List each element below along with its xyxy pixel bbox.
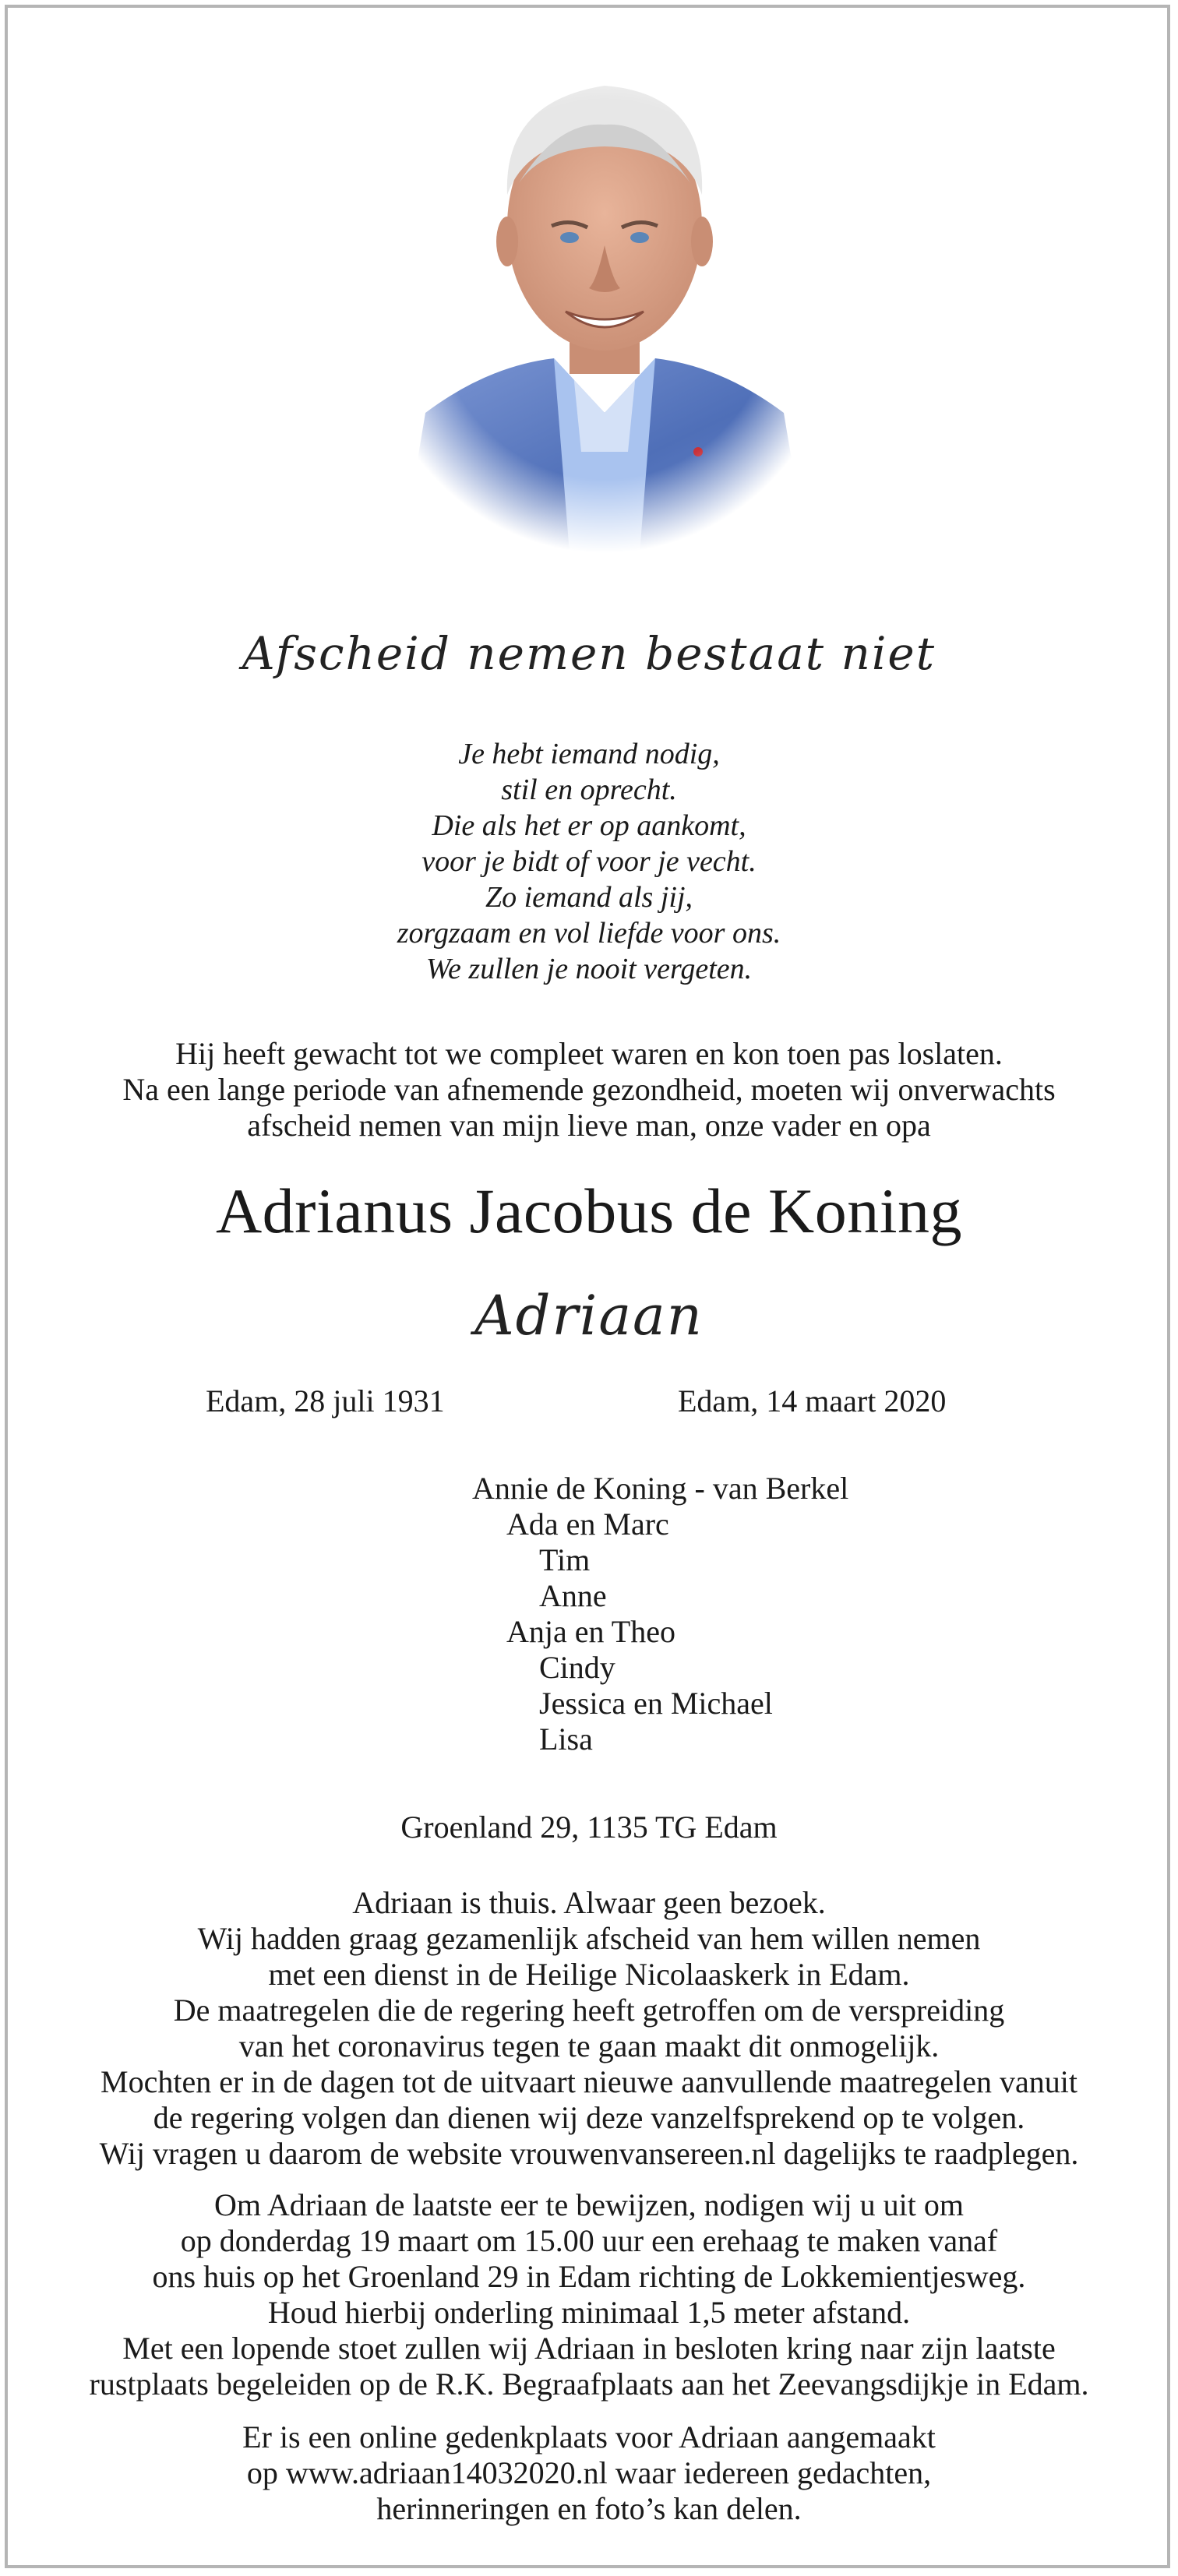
honor-line: op donderdag 19 maart om 15.00 uur een erehaag te maken vanaf (180, 2223, 998, 2258)
family-list (472, 1471, 848, 1757)
deceased-name: Adrianus Jacobus de Koning (215, 1175, 963, 1246)
honor-line: Houd hierbij onderling minimaal 1,5 meter afstand. (267, 2295, 911, 2330)
birth-date: Edam, 28 juli 1931 (206, 1383, 445, 1418)
poem-line: Je hebt iemand nodig, (458, 738, 720, 770)
intro-line: Na een lange periode van afnemende gezondheid, moeten wij onverwachts (122, 1072, 1056, 1107)
online-line: op www.adriaan14032020.nl waar iedereen gedachten, (246, 2455, 932, 2490)
notice-text (0, 1885, 1178, 2172)
family-child: Anja en Theo (506, 1614, 675, 1649)
honor-line: Om Adriaan de laatste eer te bewijzen, nodigen wij u uit om (214, 2187, 964, 2222)
poem-line: stil en oprecht. (501, 774, 677, 806)
family-child: Ada en Marc (506, 1506, 669, 1542)
honor-text (0, 2187, 1178, 2402)
family-grandchild: Anne (539, 1578, 607, 1613)
poem (0, 736, 1178, 987)
poem-line: Die als het er op aankomt, (432, 809, 746, 842)
poem-line: zorgzaam en vol liefde voor ons. (397, 917, 781, 950)
intro-text (0, 1036, 1178, 1144)
honor-line: Met een lopende stoet zullen wij Adriaan in besloten kring naar zijn laatste (122, 2331, 1056, 2366)
family-grandchild: Tim (539, 1542, 591, 1577)
online-memorial-text (0, 2419, 1178, 2527)
online-line: Er is een online gedenkplaats voor Adriaan aangemaakt (242, 2419, 936, 2454)
intro-line: afscheid nemen van mijn lieve man, onze vader en opa (247, 1108, 931, 1143)
notice-line: Adriaan is thuis. Alwaar geen bezoek. (352, 1885, 826, 1920)
poem-line: voor je bidt of voor je vecht. (421, 845, 757, 878)
family-grandchild: Lisa (539, 1721, 593, 1757)
family-spouse: Annie de Koning - van Berkel (472, 1471, 849, 1506)
notice-line: van het coronavirus tegen te gaan maakt dit onmogelijk. (238, 2028, 940, 2063)
notice-line: met een dienst in de Heilige Nicolaaskerk in Edam. (268, 1957, 910, 1992)
poem-line: Zo iemand als jij, (485, 881, 693, 914)
family-grandchild: Cindy (539, 1650, 615, 1685)
notice-line: de regering volgen dan dienen wij deze vanzelfsprekend op te volgen. (153, 2100, 1025, 2135)
honor-line: rustplaats begeleiden op de R.K. Begraafplaats aan het Zeevangsdijkje in Edam. (89, 2366, 1089, 2402)
motto-script: Afscheid nemen bestaat niet (242, 627, 936, 680)
notice-line: Wij vragen u daarom de website vrouwenvansereen.nl dagelijks te raadplegen. (99, 2136, 1079, 2171)
intro-line: Hij heeft gewacht tot we compleet waren en kon toen pas loslaten. (175, 1036, 1003, 1071)
death-date: Edam, 14 maart 2020 (678, 1383, 947, 1418)
notice-line: Mochten er in de dagen tot de uitvaart nieuwe aanvullende maatregelen vanuit (101, 2064, 1077, 2099)
notice-line: Wij hadden graag gezamenlijk afscheid van hem willen nemen (197, 1921, 981, 1956)
home-address: Groenland 29, 1135 TG Edam (400, 1810, 778, 1845)
family-grandchild: Jessica en Michael (539, 1686, 773, 1721)
nickname-script: Adriaan (474, 1284, 704, 1348)
honor-line: ons huis op het Groenland 29 in Edam richting de Lokkemientjesweg. (152, 2259, 1026, 2294)
notice-line: De maatregelen die de regering heeft getroffen om de verspreiding (173, 1993, 1005, 2028)
portrait-photo (371, 47, 838, 553)
poem-line: We zullen je nooit vergeten. (425, 953, 753, 985)
online-line: herinneringen en foto’s kan delen. (376, 2491, 802, 2526)
